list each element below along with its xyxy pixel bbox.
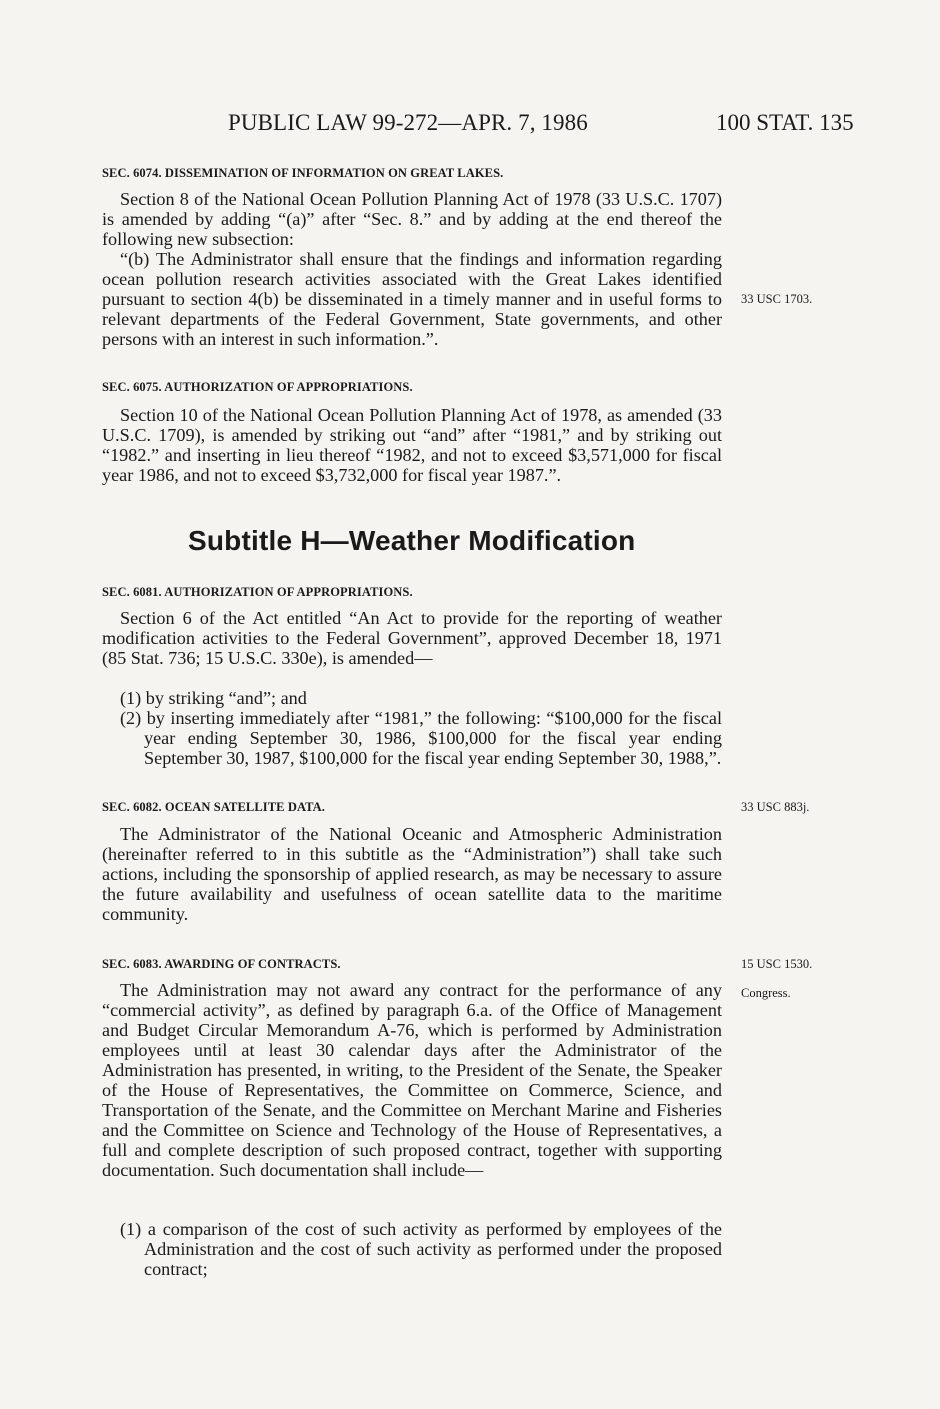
section-6074-heading: SEC. 6074. DISSEMINATION OF INFORMATION ON GREAT LAKES. [102,166,504,180]
page-stat-number: 100 STAT. 135 [716,110,854,135]
section-6082-heading: SEC. 6082. OCEAN SATELLITE DATA. [102,800,326,814]
section-6075-heading: SEC. 6075. AUTHORIZATION OF APPROPRIATIONS. [102,380,413,394]
margin-note-33-usc-883j: 33 USC 883j. [741,800,810,814]
section-6075-paragraph: Section 10 of the National Ocean Pollution Planning Act of 1978, as amended (33 U.S.C. 1709), is amended by striking out “and” after “1981,” and by striking out “1982.” and inserting in lieu thereof “1982, and not to exceed $3,571,000 for fiscal year 1986, and not to exceed $3,732,000 for fiscal year 1987.”. [102,405,722,485]
section-6074-paragraph: Section 8 of the National Ocean Pollution Planning Act of 1978 (33 U.S.C. 1707) is amended by adding “(a)” after “Sec. 8.” and by adding at the end thereof the following new subsection: [102,189,722,249]
section-6081-heading: SEC. 6081. AUTHORIZATION OF APPROPRIATIONS. [102,585,413,599]
section-6083-item-1: (1) a comparison of the cost of such activity as performed by employees of the Administration and the cost of such activity as performed under the proposed contract; [120,1219,722,1279]
section-6083-heading: SEC. 6083. AWARDING OF CONTRACTS. [102,957,341,971]
section-6082-paragraph: The Administrator of the National Oceanic and Atmospheric Administration (hereinafter referred to in this subtitle as the “Administration”) shall take such actions, including the sponsorship of applied research, as may be necessary to assure the future availability and usefulness of ocean satellite data to the maritime community. [102,824,722,924]
section-6074-new-subsection: “(b) The Administrator shall ensure that the findings and information regarding ocean pollution research activities associated with the Great Lakes identified pursuant to section 4(b) be disseminated in a timely manner and in useful forms to relevant departments of the Federal Government, State governments, and other persons with an interest in such information.”. [102,249,722,349]
subtitle-heading: Subtitle H—Weather Modification [188,525,636,556]
margin-note-congress: Congress. [741,986,791,1000]
section-6081-paragraph: Section 6 of the Act entitled “An Act to provide for the reporting of weather modification activities to the Federal Government”, approved December 18, 1971 (85 Stat. 736; 15 U.S.C. 330e), is amended— [102,608,722,668]
section-6083-paragraph: The Administration may not award any contract for the performance of any “commercial activity”, as defined by paragraph 6.a. of the Office of Management and Budget Circular Memorandum A-76, which is performed by Administration employees until at least 30 calendar days after the Administrator of the Administration has presented, in writing, to the President of the Senate, the Speaker of the House of Representatives, the Committee on Commerce, Science, and Transportation of the Senate, and the Committee on Merchant Marine and Fisheries and the Committee on Science and Technology of the House of Representatives, a full and complete description of such proposed contract, together with supporting documentation. Such documentation shall include— [102,980,722,1180]
section-6081-item-1: (1) by striking “and”; and [120,688,307,708]
running-head-title: PUBLIC LAW 99-272—APR. 7, 1986 [228,110,588,135]
section-6081-item-2: (2) by inserting immediately after “1981,” the following: “$100,000 for the fiscal year ending September 30, 1986, $100,000 for the fiscal year ending September 30, 1987, $100,000 for the fiscal year ending September 30, 1988,”. [120,708,722,768]
margin-note-33-usc-1703: 33 USC 1703. [741,292,813,306]
margin-note-15-usc-1530: 15 USC 1530. [741,957,813,971]
